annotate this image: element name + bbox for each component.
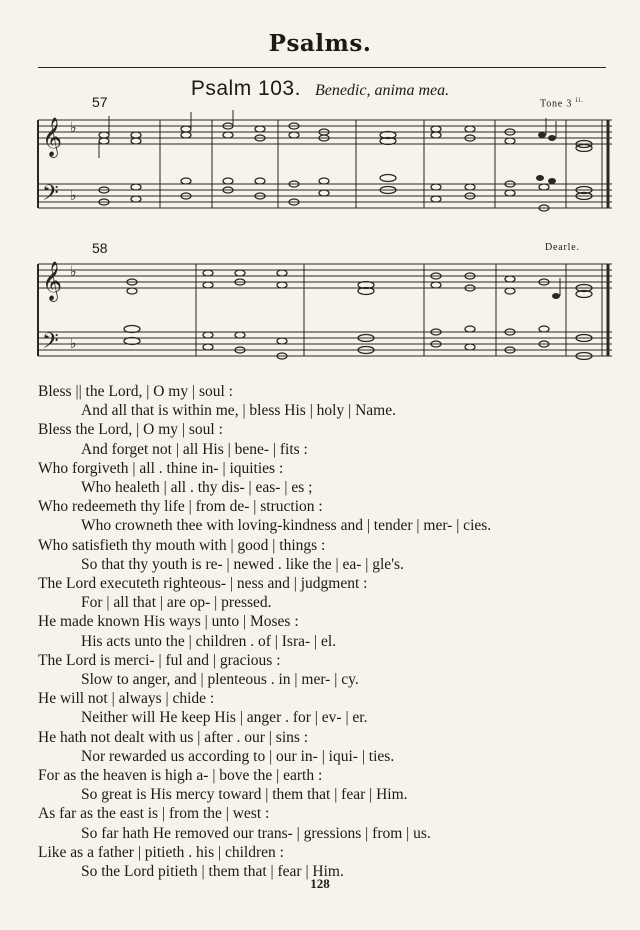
verse-line: And forget not | all His | bene- | fits : [81, 440, 308, 458]
psalm-subtitle: Benedic, anima mea. [314, 82, 450, 99]
verse-line: Bless || the Lord, | O my | soul : [38, 383, 233, 400]
verse-line: Bless the Lord, | O my | soul : [38, 421, 223, 439]
verse-line: For | all that | are op- | pressed. [81, 594, 272, 612]
verse-line: For as the heaven is high a- | bove the | earth : [38, 767, 323, 785]
verse-line: Who crowneth thee with loving-kindness and | tender | mer- | cies. [81, 517, 492, 535]
verse-line: Slow to anger, and | plenteous . in | mer- | cy. [81, 671, 359, 689]
page-number: 128 [310, 876, 330, 891]
svg-text:♭: ♭ [70, 264, 77, 280]
header-rule [38, 67, 606, 68]
verse-line: The Lord executeth righteous- | ness and | judgment : [38, 575, 368, 593]
verse-line: Who healeth | all . thy dis- | eas- | es ; [81, 479, 313, 497]
running-head: Psalms. [268, 30, 372, 57]
chant-composer-58: Dearle. [545, 242, 580, 253]
verse-line: He hath not dealt with us | after . our | sins : [38, 728, 309, 746]
verse-line: As far as the east is | from the | west : [38, 805, 270, 823]
chant-58-score [0, 252, 640, 380]
svg-text:𝄞: 𝄞 [42, 117, 63, 157]
verse-line: Who forgiveth | all . thine in- | iquities : [38, 459, 284, 477]
chant-number-58: 58 [92, 240, 108, 256]
svg-text:♭: ♭ [70, 120, 77, 136]
verse-line: So far hath He removed our trans- | gressions | from | us. [81, 824, 431, 842]
chant-57-score [0, 108, 640, 220]
verse-line: Like as a father | pitieth . his | children : [38, 843, 284, 861]
verse-line: The Lord is merci- | ful and | gracious : [38, 651, 281, 669]
verse-line: Who satisfieth thy mouth with | good | things : [38, 536, 326, 554]
verse-line: His acts unto the | children . of | Isra- | el. [81, 632, 337, 650]
verse-line: So great is His mercy toward | them that | fear | Him. [81, 786, 408, 804]
psalm-text [38, 382, 628, 881]
svg-text:𝄞: 𝄞 [42, 261, 63, 301]
verse-line: Who redeemeth thy life | from de- | struction : [38, 498, 323, 516]
svg-text:𝄢: 𝄢 [42, 329, 59, 359]
verse-line: He made known His ways | unto | Moses : [38, 613, 299, 631]
verse-line: And all that is within me, | bless His | holy | Name. [81, 402, 396, 420]
chant-composer-57: Tone 3 $^{ii.}$ [540, 96, 584, 110]
svg-text:♭: ♭ [70, 188, 77, 204]
chant-number-57: 57 [92, 94, 108, 110]
verse-line: Neither will He keep His | anger . for | ev- | er. [81, 709, 368, 727]
verse-line: He will not | always | chide : [38, 690, 215, 708]
verse-line: Nor rewarded us according to | our in- | iqui- | ties. [81, 747, 395, 765]
verse-line: So the Lord pitieth | them that | fear | Him. [81, 863, 344, 881]
svg-text:♭: ♭ [70, 336, 77, 352]
psalm-title: Psalm 103. [190, 77, 301, 100]
svg-text:𝄢: 𝄢 [42, 181, 59, 211]
verse-line: So that thy youth is re- | newed . like the | ea- | gle's. [81, 555, 404, 573]
